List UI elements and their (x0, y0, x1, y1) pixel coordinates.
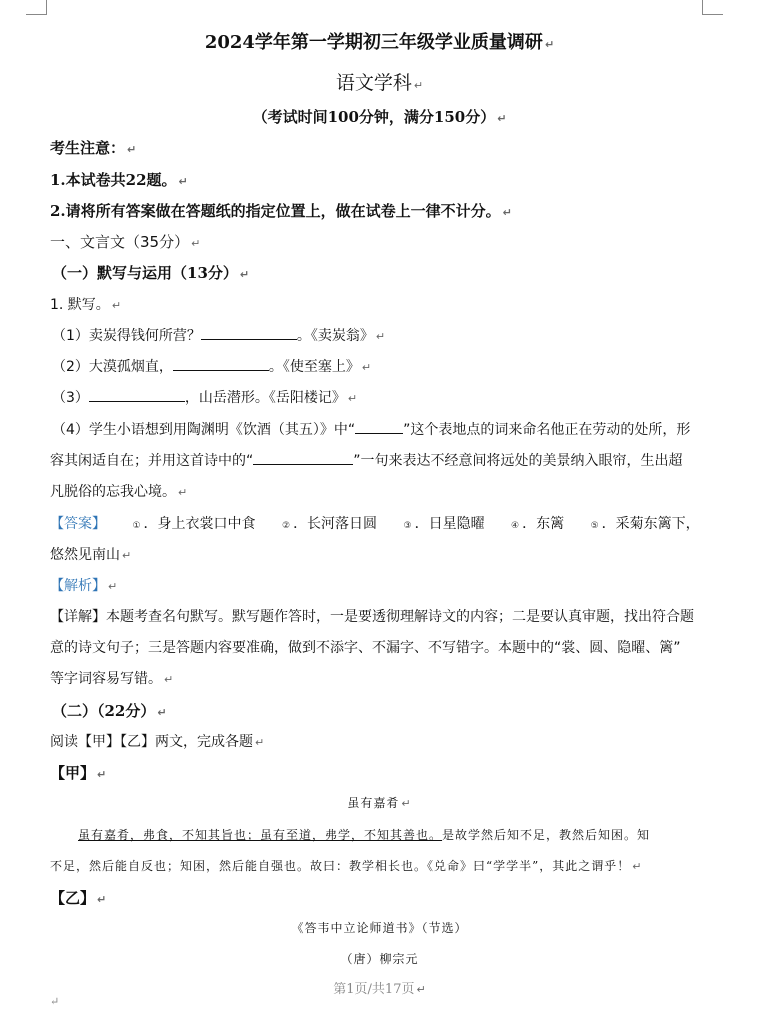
page-corner-mark-left (26, 0, 47, 15)
section-1-heading: 一、文言文（35分） ↵ (50, 233, 201, 251)
answer-marker-5: ⑤ (590, 521, 599, 531)
answer-blank (355, 419, 403, 434)
exam-title: 2024学年第一学期初三年级学业质量调研 ↵ (204, 32, 555, 53)
passage-jia-title: 虽有嘉肴 ↵ (347, 796, 412, 810)
passage-jia-line-1: 虽有嘉肴，弗食，不知其旨也；虽有至道，弗学，不知其善也。是故学然后知不足，教然后知困。知 (78, 828, 651, 842)
answer-marker-3: ③ (403, 521, 412, 531)
answer-blank (89, 387, 185, 402)
answer-item-5: ．采菊东篱下， (601, 516, 700, 532)
subject-title: 语文学科 ↵ (335, 72, 424, 94)
analysis-line-1: 【详解】本题考查名句默写。默写题作答时，一是要透彻理解诗文的内容；二是要认真审题，找出符合题 (50, 609, 694, 625)
answer-label: 【答案】 (50, 516, 106, 532)
question-1-4-line-3: 凡脱俗的忘我心境。 ↵ (50, 484, 188, 500)
notice-item-2: 2.请将所有答案做在答题纸的指定位置上，做在试卷上一律不计分。 ↵ (50, 202, 512, 220)
answer-blank (201, 325, 297, 340)
passage-jia-label: 【甲】 ↵ (50, 764, 107, 782)
subsection-1-heading: （一）默写与运用（13分） ↵ (52, 264, 250, 282)
page-corner-mark-right (702, 0, 723, 15)
time-info: （考试时间100分钟，满分150分） ↵ (252, 108, 507, 126)
analysis-line-2: 意的诗文句子；三是答题内容要准确，做到不添字、不漏字、不写错字。本题中的“裳、圆、隐曜、篱” (50, 640, 681, 656)
answer-line-1 (50, 513, 700, 533)
reading-intro: 阅读【甲】【乙】两文，完成各题 ↵ (50, 734, 265, 750)
answer-marker-4: ④ (511, 521, 520, 531)
page-footer: 第1页/共17页 ↵ (333, 982, 426, 997)
passage-yi-author: （唐）柳宗元 (340, 952, 419, 966)
question-1-3: （3） ，山岳潜形。《岳阳楼记》 ↵ (52, 387, 357, 407)
answer-item-4: ．东篱 (522, 516, 565, 532)
passage-yi-title: 《答韦中立论师道书》（节选） (291, 921, 468, 935)
answer-item-1: ．身上衣裳口中食 (143, 516, 256, 532)
answer-blank (253, 450, 353, 465)
question-1-2: （2）大漠孤烟直， 。《使至塞上》 ↵ (52, 356, 371, 376)
subsection-2-heading: （二）（22分） ↵ (52, 702, 167, 720)
notice-heading: 考生注意： ↵ (50, 139, 137, 157)
passage-yi-label: 【乙】 ↵ (50, 889, 107, 907)
notice-item-1: 1.本试卷共22题。 ↵ (50, 171, 188, 189)
analysis-line-3: 等字词容易写错。 ↵ (50, 671, 174, 687)
passage-jia-line-2: 不足，然后能自反也；知困，然后能自强也。故曰：教学相长也。《兑命》曰“学学半”，其此之谓乎！ ↵ (50, 859, 643, 873)
answer-marker-1: ① (132, 521, 141, 531)
question-1-label: 1. 默写。 ↵ (50, 297, 122, 313)
answer-item-3: ．日星隐曜 (414, 516, 485, 532)
question-1-4-line-1: （4）学生小语想到用陶渊明《饮酒（其五）》中“ ”这个表地点的词来命名他正在劳动的处所，形 (52, 419, 690, 439)
answer-line-2: 悠然见南山 ↵ (50, 547, 132, 563)
question-1-1: （1）卖炭得钱何所营？ 。《卖炭翁》 ↵ (52, 325, 385, 345)
question-1-4-line-2: 容其闲适自在；并用这首诗中的“ ”一句来表达不经意间将远处的美景纳入眼帘，生出超 (50, 450, 683, 470)
analysis-label: 【解析】 ↵ (50, 578, 118, 594)
answer-item-2: ．长河落日圆 (293, 516, 378, 532)
paragraph-mark: ↵ (50, 995, 60, 1008)
answer-marker-2: ② (281, 521, 291, 531)
answer-blank (173, 356, 269, 371)
